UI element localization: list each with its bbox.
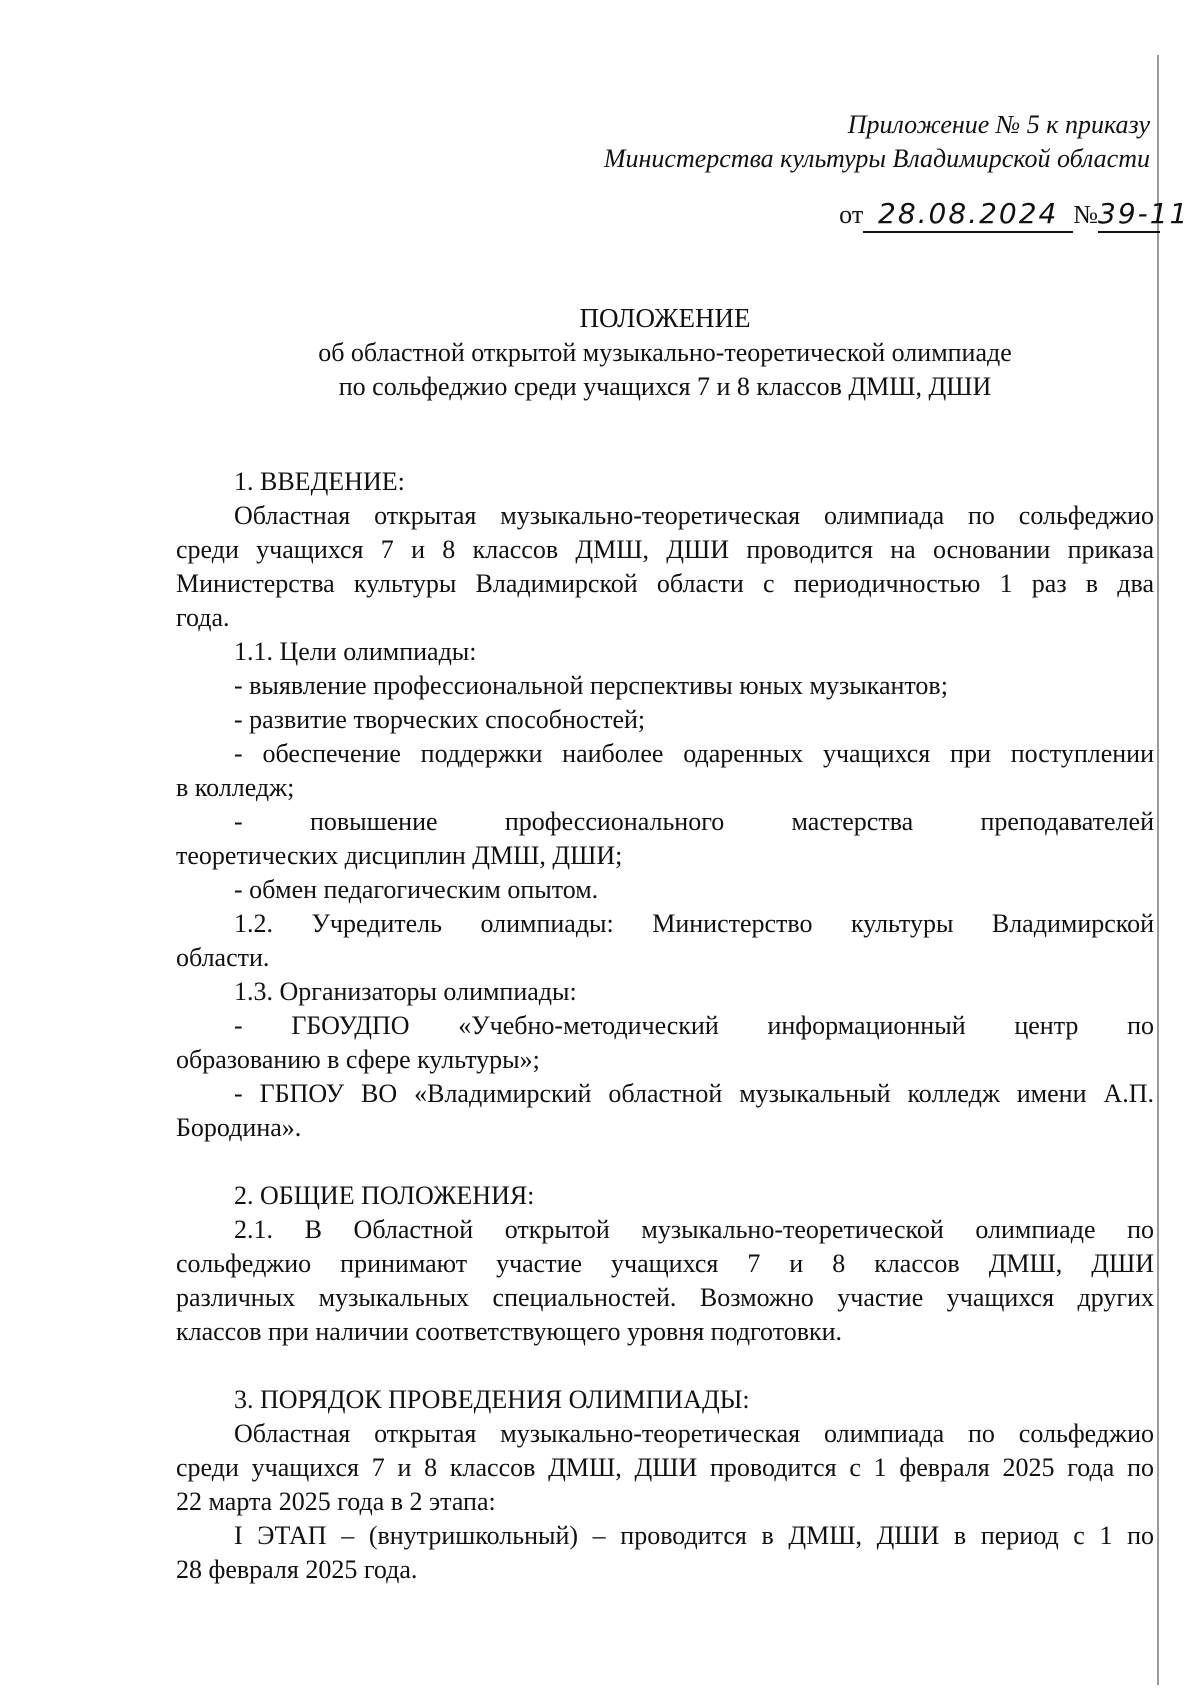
- stage-1-text-line: I ЭТАП – (внутришкольный) – проводится в ДМШ, ДШИ в период с 1 по: [234, 1521, 1154, 1550]
- handwritten-number: 39-11: [1098, 197, 1160, 233]
- section-3-heading: 3. ПОРЯДОК ПРОВЕДЕНИЯ ОЛИМПИАДЫ:: [234, 1385, 750, 1414]
- goal-item-continuation: в колледж;: [176, 773, 295, 802]
- section-3-text-line: среди учащихся 7 и 8 классов ДМШ, ДШИ проводится с 1 февраля 2025 года по: [176, 1453, 1154, 1482]
- section-1-text-line: Областная открытая музыкально-теоретическая олимпиада по сольфеджио: [234, 501, 1154, 530]
- organizer-item: - ГБПОУ ВО «Владимирский областной музыкальный колледж имени А.П.: [234, 1079, 1154, 1108]
- appendix-label: Приложение № 5 к приказу: [847, 110, 1150, 139]
- goal-item: - обеспечение поддержки наиболее одаренных учащихся при поступлении: [234, 739, 1154, 768]
- founder-text: 1.2. Учредитель олимпиады: Министерство культуры Владимирской: [234, 909, 1154, 938]
- goals-heading: 1.1. Цели олимпиады:: [234, 637, 477, 666]
- section-1-heading: 1. ВВЕДЕНИЕ:: [234, 467, 405, 496]
- founder-text-continuation: области.: [176, 943, 270, 972]
- appendix-header: [604, 108, 1150, 176]
- from-prefix: от: [839, 200, 864, 229]
- document-body: [176, 465, 1154, 1587]
- section-1-text-line: среди учащихся 7 и 8 классов ДМШ, ДШИ проводится на основании приказа: [176, 535, 1154, 564]
- goal-item: - выявление профессиональной перспективы юных музыкантов;: [234, 671, 948, 700]
- section-2-text-line: классов при наличии соответствующего уровня подготовки.: [176, 1317, 843, 1346]
- title-line-2: по сольфеджио среди учащихся 7 и 8 классов ДМШ, ДШИ: [338, 372, 992, 401]
- number-prefix: №: [1073, 200, 1098, 229]
- order-date-number: [839, 197, 1190, 233]
- title-line-1: об областной открытой музыкально-теоретической олимпиаде: [318, 338, 1012, 367]
- section-1-text-line: года.: [176, 603, 230, 632]
- section-2-text-line: сольфеджио принимают участие учащихся 7 и 8 классов ДМШ, ДШИ: [176, 1249, 1154, 1278]
- section-3-text-line: 22 марта 2025 года в 2 этапа:: [176, 1487, 496, 1516]
- ministry-label: Министерства культуры Владимирской области: [603, 144, 1150, 173]
- title-heading: ПОЛОЖЕНИЕ: [579, 303, 751, 333]
- section-3-text-line: Областная открытая музыкально-теоретическая олимпиада по сольфеджио: [234, 1419, 1154, 1448]
- handwritten-date: 28.08.2024: [863, 197, 1073, 233]
- organizer-item-continuation: Бородина».: [176, 1113, 302, 1142]
- section-2-heading: 2. ОБЩИЕ ПОЛОЖЕНИЯ:: [234, 1181, 535, 1210]
- section-2-text-line: различных музыкальных специальностей. Возможно участие учащихся других: [176, 1283, 1154, 1312]
- organizer-item: - ГБОУДПО «Учебно-методический информационный центр по: [234, 1011, 1154, 1040]
- organizer-item-continuation: образованию в сфере культуры»;: [176, 1045, 540, 1074]
- goal-item: - повышение профессионального мастерства преподавателей: [234, 807, 1154, 836]
- section-1-text-line: Министерства культуры Владимирской области с периодичностью 1 раз в два: [176, 569, 1154, 598]
- paragraph-gap: [176, 1349, 1154, 1383]
- goal-item: - развитие творческих способностей;: [234, 705, 646, 734]
- scan-edge-line: [1157, 55, 1159, 1685]
- goal-item-continuation: теоретических дисциплин ДМШ, ДШИ;: [176, 841, 623, 870]
- document-title: [175, 300, 1155, 404]
- goal-item: - обмен педагогическим опытом.: [234, 875, 599, 904]
- organizers-heading: 1.3. Организаторы олимпиады:: [234, 977, 577, 1006]
- paragraph-gap: [176, 1145, 1154, 1179]
- stage-1-text-line: 28 февраля 2025 года.: [176, 1555, 418, 1584]
- section-2-text-line: 2.1. В Областной открытой музыкально-теоретической олимпиаде по: [234, 1215, 1154, 1244]
